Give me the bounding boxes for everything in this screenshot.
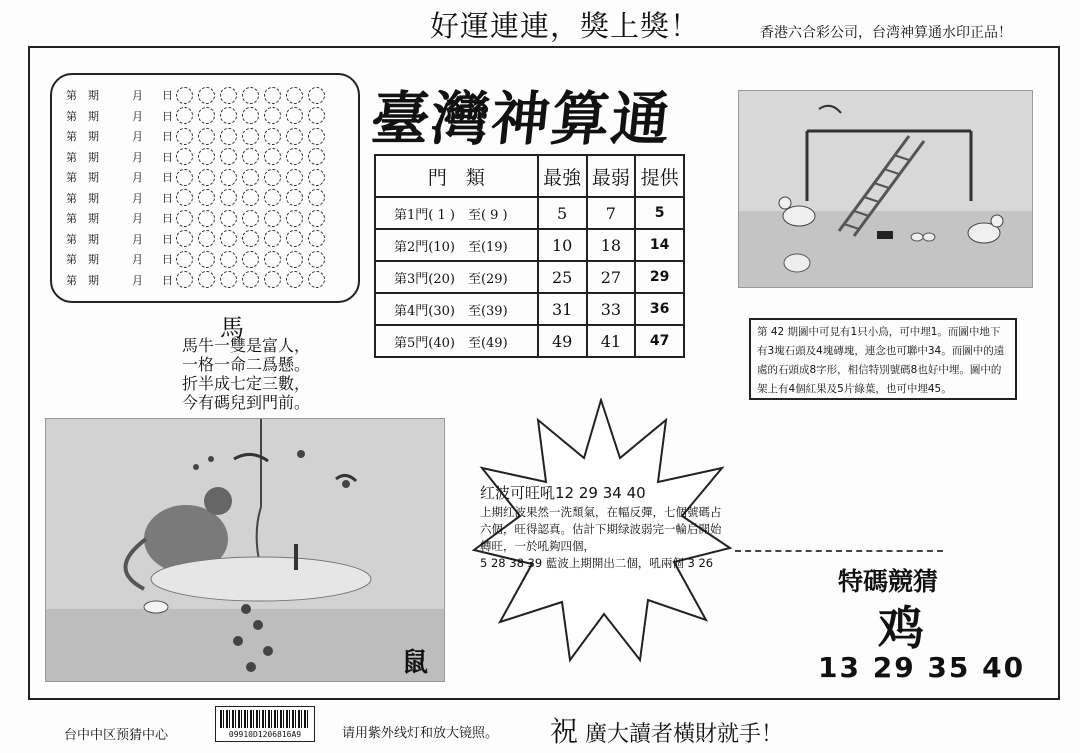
calendar-circle [286,230,303,247]
calendar-circle [308,87,325,104]
calendar-row-label: 第 [66,89,77,102]
row-weak: 27 [587,261,636,293]
footer-blessing-big: 祝 [550,715,579,748]
calendar-row-period: 期 [88,89,99,102]
calendar-circle [242,107,259,124]
calendar-circle [198,210,215,227]
calendar-row [66,167,330,187]
calendar-row-day: 日 [162,89,173,102]
calendar-circle [198,251,215,268]
calendar-circle [242,271,259,288]
calendar-row-month: 月 [132,232,143,246]
row-weak: 7 [587,197,636,229]
row-label: 第1門( 1 ) 至( 9 ) [375,197,538,229]
row-strong: 5 [538,197,587,229]
footer-uv-note: 请用紫外线灯和放大镜照。 [342,726,499,741]
calendar-circle [264,128,281,145]
poem-line: 馬牛一雙是富人， [181,336,310,355]
calendar-circle [286,107,303,124]
calendar-row-label: 第 [66,150,77,164]
footer-blessing [550,710,783,750]
barcode-number: 09910D1206816A9 [228,730,302,739]
calendar-circle [198,148,215,165]
picture-hint-note: 第 42 期圖中可見有1只小鳥，可中埋1。而圖中地下有3塊石頭及4塊磚塊，連念也可聯中34。而圖中的遠處的石頭成8字形，相信特別號碼8也好中埋。圖中的架上有4個紅果及5片綠葉，也可中埋45。 [749,318,1017,400]
calendar-circle [308,169,325,186]
calendar-row-day: 日 [162,253,173,266]
calendar-circle [220,230,237,247]
poem-heading: 馬 [220,314,244,342]
calendar-row-day: 日 [162,150,173,164]
calendar-circle [242,148,259,165]
calendar-circle [176,148,193,165]
divider [735,550,943,552]
calendar-row-label: 第 [66,253,77,266]
calendar-row [66,249,330,269]
calendar-circle [264,169,281,186]
calendar-circle [286,128,303,145]
calendar-row-day: 日 [162,109,173,123]
calendar-circle [220,189,237,206]
zodiac-rat-label: 鼠 [402,648,429,678]
calendar-row-period: 期 [88,212,99,225]
row-strong: 10 [538,229,587,261]
calendar-circle [242,230,259,247]
calendar-row-day: 日 [162,171,173,184]
calendar-circle [176,230,193,247]
starburst-tail: 5 28 38 39 藍波上期開出二個，吼兩個 3 26 [480,556,714,570]
calendar-row [66,106,330,126]
special-guess-label: 特碼競猜 [838,567,939,596]
barcode [215,706,315,742]
number-table [374,154,685,358]
header-slogan: 好運連連，獎上獎！ [430,9,701,43]
calendar-circle [198,189,215,206]
poem [170,336,310,412]
calendar-circle [176,251,193,268]
row-strong: 25 [538,261,587,293]
calendar-circle [176,271,193,288]
calendar-circle [264,189,281,206]
starburst-body: 上期红波果然一洗頹氣，在幅反彈，七個號碼占六個，旺得認真。估計下期绿波弱完一輪后開始轉旺，一於吼夠四個， [480,505,722,553]
starburst-title: 红波可旺吼12 29 34 40 [480,484,646,502]
calendar-circle [220,271,237,288]
calendar-row-label: 第 [66,232,77,246]
calendar-circle [198,87,215,104]
calendar-circle [176,189,193,206]
calendar-circle [176,210,193,227]
calendar-circle [176,87,193,104]
row-weak: 33 [587,293,636,325]
calendar-row-label: 第 [66,273,77,287]
calendar-row [66,270,330,290]
calendar-row-label: 第 [66,130,77,143]
calendar-row-period: 期 [88,273,99,287]
poem-line: 折半成七定三數， [181,374,310,393]
special-guess-numbers: 13 29 35 40 [818,651,1026,684]
barcode-bars [220,710,310,728]
calendar-row [66,85,330,105]
row-provide: 14 [635,229,684,261]
poem-line: 一格一命二爲懸。 [181,355,310,374]
calendar-row-period: 期 [88,171,99,184]
calendar-row-label: 第 [66,171,77,184]
calendar-circle [198,230,215,247]
calendar-circle [286,210,303,227]
calendar-circle [286,189,303,206]
calendar-row-label: 第 [66,109,77,123]
page-title: 臺灣神算通 [367,85,676,153]
calendar-circle [176,169,193,186]
calendar-row-day: 日 [162,191,173,205]
calendar-row-month: 月 [132,89,143,102]
starburst-text [480,485,725,572]
rat-scene-icon [46,419,444,681]
table-row [375,197,684,229]
calendar-circle [264,230,281,247]
calendar-row-month: 月 [132,253,143,266]
calendar-box [50,73,360,303]
calendar-row [66,208,330,228]
calendar-row-label: 第 [66,191,77,205]
calendar-circle [308,189,325,206]
calendar-circle [220,251,237,268]
header-provide: 提供 [635,155,684,197]
row-provide: 29 [635,261,684,293]
calendar-circle [264,87,281,104]
calendar-row-day: 日 [162,273,173,287]
calendar-row [66,126,330,146]
calendar-row-period: 期 [88,253,99,266]
calendar-circle [220,128,237,145]
calendar-row-month: 月 [132,109,143,123]
calendar-row-day: 日 [162,130,173,143]
calendar-circle [308,148,325,165]
header-weak: 最弱 [587,155,636,197]
calendar-circle [220,169,237,186]
calendar-row-period: 期 [88,130,99,143]
calendar-circle [308,271,325,288]
calendar-row-month: 月 [132,171,143,184]
calendar-row-period: 期 [88,150,99,164]
poem-line: 今有碼兒到門前。 [181,393,310,412]
calendar-circle [242,87,259,104]
row-weak: 41 [587,325,636,357]
calendar-circle [220,107,237,124]
calendar-row-period: 期 [88,109,99,123]
calendar-row-period: 期 [88,191,99,205]
calendar-row-day: 日 [162,212,173,225]
row-label: 第4門(30) 至(39) [375,293,538,325]
calendar-circle [198,169,215,186]
calendar-circle [264,107,281,124]
calendar-circle [308,128,325,145]
row-strong: 31 [538,293,587,325]
footer-blessing-rest: 廣大讀者橫財就手！ [585,722,784,747]
calendar-circle [198,128,215,145]
rabbit-illustration [738,90,1033,288]
table-row [375,293,684,325]
calendar-row-month: 月 [132,130,143,143]
calendar-circle [286,251,303,268]
calendar-circle [308,107,325,124]
calendar-circle [286,169,303,186]
footer-center-name: 台中中区预猜中心 [64,728,169,743]
calendar-circle [220,148,237,165]
calendar-row-period: 期 [88,232,99,246]
rabbit-scene-icon [739,91,1032,287]
special-guess-animal: 鸡 [878,601,924,655]
calendar-row [66,147,330,167]
row-provide: 36 [635,293,684,325]
calendar-circle [264,251,281,268]
row-provide: 47 [635,325,684,357]
row-strong: 49 [538,325,587,357]
calendar-row-label: 第 [66,212,77,225]
row-label: 第3門(20) 至(29) [375,261,538,293]
header-note: 香港六合彩公司，台湾神算通水印正品！ [760,25,1012,41]
calendar-circle [198,107,215,124]
calendar-circle [176,128,193,145]
row-label: 第5門(40) 至(49) [375,325,538,357]
calendar-row [66,229,330,249]
header-category: 門 類 [375,155,538,197]
calendar-circle [308,251,325,268]
row-label: 第2門(10) 至(19) [375,229,538,261]
calendar-circle [198,271,215,288]
calendar-circle [308,210,325,227]
calendar-circle [176,107,193,124]
calendar-circle [286,271,303,288]
calendar-row [66,188,330,208]
row-weak: 18 [587,229,636,261]
calendar-circle [264,148,281,165]
rat-illustration [45,418,445,682]
calendar-circle [220,210,237,227]
calendar-row-month: 月 [132,191,143,205]
calendar-row-month: 月 [132,150,143,164]
calendar-row-month: 月 [132,273,143,287]
calendar-circle [242,128,259,145]
row-provide: 5 [635,197,684,229]
calendar-row-day: 日 [162,232,173,246]
calendar-circle [242,189,259,206]
calendar-circle [242,251,259,268]
calendar-circle [286,148,303,165]
calendar-circle [242,169,259,186]
table-row [375,325,684,357]
calendar-circle [286,87,303,104]
table-row [375,261,684,293]
calendar-circle [220,87,237,104]
calendar-circle [308,230,325,247]
calendar-circle [264,210,281,227]
table-header-row [375,155,684,197]
header-strong: 最強 [538,155,587,197]
calendar-circle [264,271,281,288]
calendar-row-month: 月 [132,212,143,225]
table-row [375,229,684,261]
calendar-circle [242,210,259,227]
